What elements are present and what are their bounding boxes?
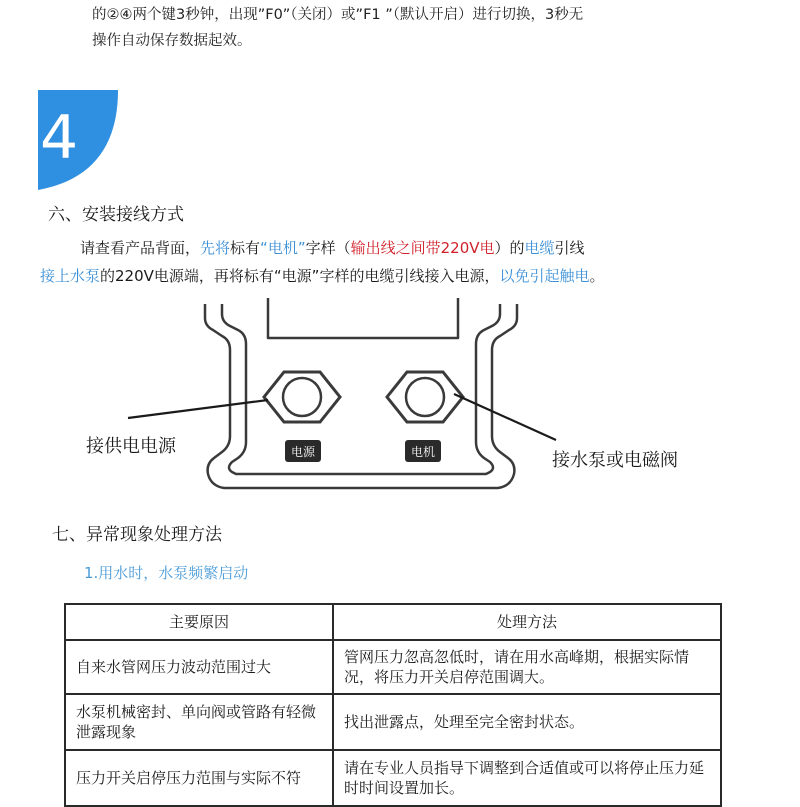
chapter-number: 4 xyxy=(40,103,79,173)
text-red: 输出线之间带220V电 xyxy=(350,239,495,257)
text-blue: 接上水泵 xyxy=(40,267,101,285)
right-port-label: 电机 xyxy=(410,445,436,459)
intro-line-1: 的②④两个键3秒钟，出现”F0”（关闭）或”F1 ”（默认开启）进行切换，3秒无 xyxy=(92,7,584,23)
chapter-badge-shape xyxy=(38,90,118,190)
text-blue: “电机” xyxy=(260,239,306,257)
text-blue: 电缆 xyxy=(524,239,555,257)
column-header-cause: 主要原因 xyxy=(65,604,333,640)
text: 。 xyxy=(589,267,605,285)
chapter-badge xyxy=(38,90,118,190)
section6-para-line1 xyxy=(80,233,585,263)
fix-cell: 找出泄露点，处理至完全密封状态。 xyxy=(333,694,721,750)
text-blue: 以免引起触电 xyxy=(499,267,590,285)
intro-text xyxy=(92,2,583,54)
right-port-nut xyxy=(387,372,463,422)
left-port-label: 电源 xyxy=(290,445,316,459)
text: 的220V电源端，再将标有“电源”字样的电缆引线接入电源， xyxy=(100,267,500,285)
wiring-diagram xyxy=(0,296,800,506)
section7-subtitle: 1.用水时，水泵频繁启动 xyxy=(84,564,249,582)
table-row xyxy=(65,694,721,750)
text-blue: 先将 xyxy=(200,239,231,257)
table-row xyxy=(65,640,721,694)
section7-title: 七、异常现象处理方法 xyxy=(52,525,222,545)
intro-line-2: 操作自动保存数据起效。 xyxy=(92,33,252,49)
fix-cell: 请在专业人员指导下调整到合适值或可以将停止压力延时时间设置加长。 xyxy=(333,750,721,806)
fix-cell: 管网压力忽高忽低时，请在用水高峰期，根据实际情况，将压力开关启停范围调大。 xyxy=(333,640,721,694)
section6-title: 六、安装接线方式 xyxy=(48,205,184,225)
cause-cell: 自来水管网压力波动范围过大 xyxy=(65,640,333,694)
cause-cell: 水泵机械密封、单向阀或管路有轻微泄露现象 xyxy=(65,694,333,750)
table-header-row xyxy=(65,604,721,640)
text: 请查看产品背面， xyxy=(80,239,201,257)
right-callout: 接水泵或电磁阀 xyxy=(552,450,678,471)
column-header-fix: 处理方法 xyxy=(333,604,721,640)
text: 字样（ xyxy=(305,239,351,257)
left-port-nut xyxy=(264,372,340,422)
controller-outline xyxy=(0,296,800,506)
text: ）的 xyxy=(494,239,525,257)
section6-para-line2 xyxy=(40,261,604,291)
troubleshooting-table xyxy=(64,603,722,807)
left-callout: 接供电电源 xyxy=(86,436,176,457)
table-row xyxy=(65,750,721,806)
text: 引线 xyxy=(554,239,585,257)
text: 标有 xyxy=(230,239,261,257)
cause-cell: 压力开关启停压力范围与实际不符 xyxy=(65,750,333,806)
